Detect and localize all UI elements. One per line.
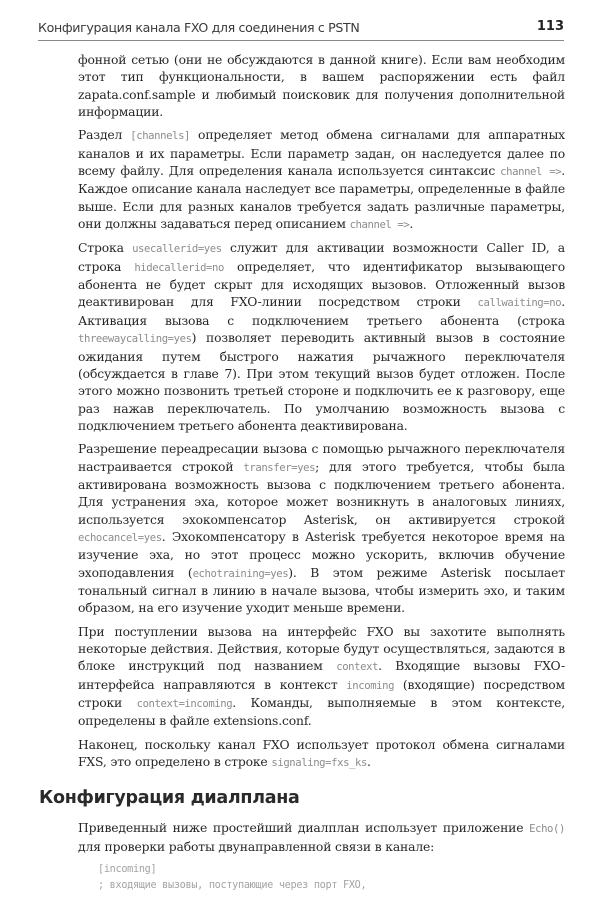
code-line: [incoming] bbox=[98, 864, 157, 876]
inline-code: context bbox=[336, 661, 379, 674]
text-run: При поступлении вызова на интерфейс FXO вы захотите выполнять некоторые действия. Действия, которые будут осуществляться, задаются в блоке инструкций под названием bbox=[78, 624, 565, 674]
text-run: ). В этом режиме Asterisk посылает тональный сигнал в линию в начале вызова, чтобы измерить эхо, и таким образом, на его изучение уходит меньше времени. bbox=[78, 565, 565, 616]
inline-code: echotraining=yes bbox=[192, 567, 289, 580]
text-run: Строка bbox=[78, 241, 133, 256]
text-run: . Каждое описание канала наследует все параметры, определенные в файле выше. Если для разных каналов требуется задать различные параметры, они должны задаваться перед описанием bbox=[78, 164, 566, 232]
paragraph bbox=[78, 737, 565, 773]
text-run: Наконец, поскольку канал FXO использует протокол обмена сигналами FXS, это определено в строке bbox=[78, 737, 565, 770]
text-run: служит для активации возможности Caller ID, а строка bbox=[78, 241, 565, 274]
inline-code: [channels] bbox=[130, 130, 191, 143]
inline-code: transfer=yes bbox=[243, 461, 316, 474]
text-run: определяет, что идентификатор вызывающего абонента не будет скрыт для исходящих вызовов. Отложенный вызов деактивирован для FXO-линии посредством строки bbox=[78, 259, 565, 310]
inline-code: Echo() bbox=[529, 823, 565, 836]
text-run: . Активация вызова с подключением третьего абонента (строка bbox=[78, 295, 565, 328]
paragraph bbox=[78, 240, 565, 435]
section-body bbox=[78, 820, 565, 856]
text-run: для проверки работы двунаправленной связи в канале: bbox=[78, 839, 435, 854]
text-run: фонной сетью (они не обсуждаются в данной книге). Если вам необходим этот тип функциональности, в вашем распоряжении есть файл zapata.conf.sample и любимый поисковик для получения дополнительной информации. bbox=[78, 53, 565, 120]
inline-code: usecallerid=yes bbox=[132, 243, 222, 256]
text-run: Раздел bbox=[78, 128, 131, 143]
paragraph bbox=[78, 624, 565, 731]
running-header bbox=[38, 14, 564, 41]
text-run: определяет метод обмена сигналами для аппаратных каналов и их параметры. Если параметр задан, он наследуется далее по всему файлу. Для определения канала используется синтаксис bbox=[78, 128, 565, 179]
code-listing bbox=[98, 862, 564, 894]
inline-code: echocancel=yes bbox=[78, 531, 162, 544]
text-run: . Команды, выполняемые в этом контексте, определены в файле extensions.conf. bbox=[78, 696, 565, 729]
inline-code: hidecallerid=no bbox=[134, 261, 224, 274]
text-run: . bbox=[367, 755, 371, 770]
inline-code: channel => bbox=[349, 219, 410, 232]
text-run: (входящие) посредством строки bbox=[78, 677, 565, 711]
running-title: Конфигурация канала FXO для соединения с PSTN bbox=[38, 20, 360, 35]
inline-code: context=incoming bbox=[136, 698, 233, 711]
text-run: ; для этого требуется, чтобы была активирована возможность вызова с подключением третьего абонента. Для устранения эха, которое может возникнуть в аналоговых линиях, используется эхокомпенсатор Asterisk, он активируется строкой bbox=[78, 459, 565, 527]
body-text bbox=[78, 52, 565, 772]
text-run: . Эхокомпенсатору в Asterisk требуется некоторое время на изучение эха, но этот процесс можно ускорить, включив обучение эхоподавления ( bbox=[78, 529, 565, 580]
section-intro-paragraph bbox=[78, 820, 565, 856]
paragraph bbox=[78, 52, 565, 121]
paragraph bbox=[78, 127, 565, 234]
text-run: . Входящие вызовы FXO-интерфейса направляются в контекст bbox=[78, 659, 565, 692]
code-line: ; входящие вызовы, поступающие через порт FXO, bbox=[98, 880, 367, 892]
inline-code: callwaiting=no bbox=[477, 297, 562, 310]
inline-code: signaling=fxs_ks bbox=[271, 757, 368, 770]
section-heading: Конфигурация диалплана bbox=[39, 788, 300, 809]
inline-code: incoming bbox=[346, 679, 395, 692]
paragraph bbox=[78, 441, 565, 617]
text-run: . bbox=[409, 217, 414, 232]
text-run: Приведенный ниже простейший диалплан использует приложение bbox=[78, 821, 530, 836]
page-number: 113 bbox=[536, 19, 564, 34]
inline-code: channel => bbox=[500, 166, 562, 179]
text-run: ) позволяет переводить активный вызов в состояние ожидания путем быстрого нажатия рычажного переключателя (обсуждается в главе 7). При этом текущий вызов будет отложен. После этого можно позвонить третьей стороне и подключить ее к разговору, еще раз нажав переключатель. По умолчанию возможность вызова с подключением третьего абонента деактивирована. bbox=[78, 331, 565, 433]
text-run: Разрешение переадресации вызова с помощью рычажного переключателя настраивается строкой bbox=[78, 442, 565, 474]
inline-code: threewaycalling=yes bbox=[78, 333, 192, 346]
